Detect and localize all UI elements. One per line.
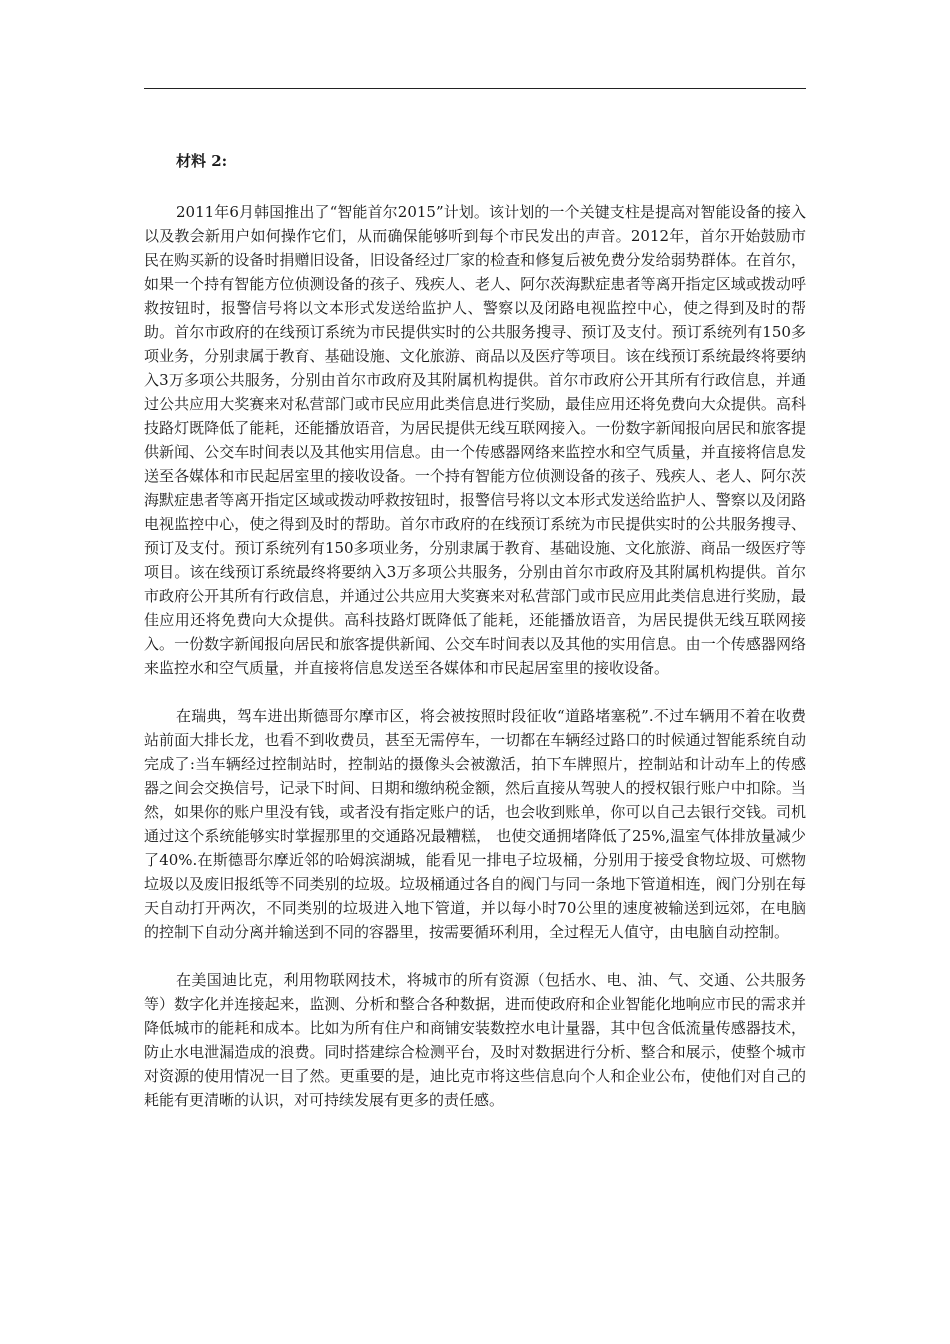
paragraph-stockholm: 在瑞典，驾车进出斯德哥尔摩市区，将会被按照时段征收“道路堵塞税”.不过车辆用不着在收费站前面大排长龙，也看不到收费员，甚至无需停车，一切都在车辆经过路口的时候通过智能系统自动完成了:当车辆经过控制站时，控制站的摄像头会被激活，拍下车牌照片，控制站和计动车上的传感器之间会交换信号，记录下时间、日期和缴纳税金额，然后直接从驾驶人的授权银行账户中扣除。当然，如果你的账户里没有钱，或者没有指定账户的话，也会收到账单，你可以自己去银行交钱。司机通过这个系统能够实时掌握那里的交通路况最糟糕， 也使交通拥堵降低了25%,温室气体排放量减少了40%.在斯德哥尔摩近邻的哈姆滨湖城，能看见一排电子垃圾桶，分别用于接受食物垃圾、可燃物垃圾以及废旧报纸等不同类别的垃圾。垃圾桶通过各自的阀门与同一条地下管道相连，阀门分别在每天自动打开两次，不同类别的垃圾进入地下管道，并以每小时70公里的速度被输送到远郊，在电脑的控制下自动分离并输送到不同的容器里，按需要循环利用，全过程无人值守，由电脑自动控制。 [144,707,806,941]
material-heading: 材料 2: [176,152,228,170]
header-rule [144,88,806,89]
document-body [144,150,806,1112]
paragraph-seoul: 2011年6月韩国推出了“智能首尔2015”计划。该计划的一个关键支柱是提高对智能设备的接入以及教会新用户如何操作它们，从而确保能够听到每个市民发出的声音。2012年，首尔开始鼓励市民在购买新的设备时捐赠旧设备，旧设备经过厂家的检查和修复后被免费分发给弱势群体。在首尔，如果一个持有智能方位侦测设备的孩子、残疾人、老人、阿尔茨海默症患者等离开指定区域或拨动呼救按钮时，报警信号将以文本形式发送给监护人、警察以及闭路电视监控中心，使之得到及时的帮助。首尔市政府的在线预订系统为市民提供实时的公共服务搜寻、预订及支付。预订系统列有150多项业务，分别隶属于教育、基础设施、文化旅游、商品以及医疗等项目。该在线预订系统最终将要纳入3万多项公共服务，分别由首尔市政府及其附属机构提供。首尔市政府公开其所有行政信息，并通过公共应用大奖赛来对私营部门或市民应用此类信息进行奖励，最佳应用还将免费向大众提供。高科技路灯既降低了能耗，还能播放语音，为居民提供无线互联网接入。一份数字新闻报向居民和旅客提供新闻、公交车时间表以及其他实用信息。由一个传感器网络来监控水和空气质量，并直接将信息发送至各媒体和市民起居室里的接收设备。一个持有智能方位侦测设备的孩子、残疾人、老人、阿尔茨海默症患者等离开指定区域或拨动呼救按钮时，报警信号将以文本形式发送给监护人、警察以及闭路电视监控中心，使之得到及时的帮助。首尔市政府的在线预订系统为市民提供实时的公共服务搜寻、预订及支付。预订系统列有150多项业务，分别隶属于教育、基础设施、文化旅游、商品一级医疗等项目。该在线预订系统最终将要纳入3万多项公共服务，分别由首尔市政府及其附属机构提供。首尔市政府公开其所有行政信息，并通过公共应用大奖赛来对私营部门或市民应用此类信息进行奖励，最佳应用还将免费向大众提供。高科技路灯既降低了能耗，还能播放语音，为居民提供无线互联网接入。一份数字新闻报向居民和旅客提供新闻、公交车时间表以及其他的实用信息。由一个传感器网络来监控水和空气质量，并直接将信息发送至各媒体和市民起居室里的接收设备。 [144,203,806,677]
paragraph-dubuque: 在美国迪比克，利用物联网技术，将城市的所有资源（包括水、电、油、气、交通、公共服务等）数字化并连接起来，监测、分析和整合各种数据，进而使政府和企业智能化地响应市民的需求并降低城市的能耗和成本。比如为所有住户和商铺安装数控水电计量器，其中包含低流量传感器技术，防止水电泄漏造成的浪费。同时搭建综合检测平台，及时对数据进行分析、整合和展示，使整个城市对资源的使用情况一目了然。更重要的是，迪比克市将这些信息向个人和企业公布，使他们对自己的耗能有更清晰的认识，对可持续发展有更多的责任感。 [144,971,806,1109]
